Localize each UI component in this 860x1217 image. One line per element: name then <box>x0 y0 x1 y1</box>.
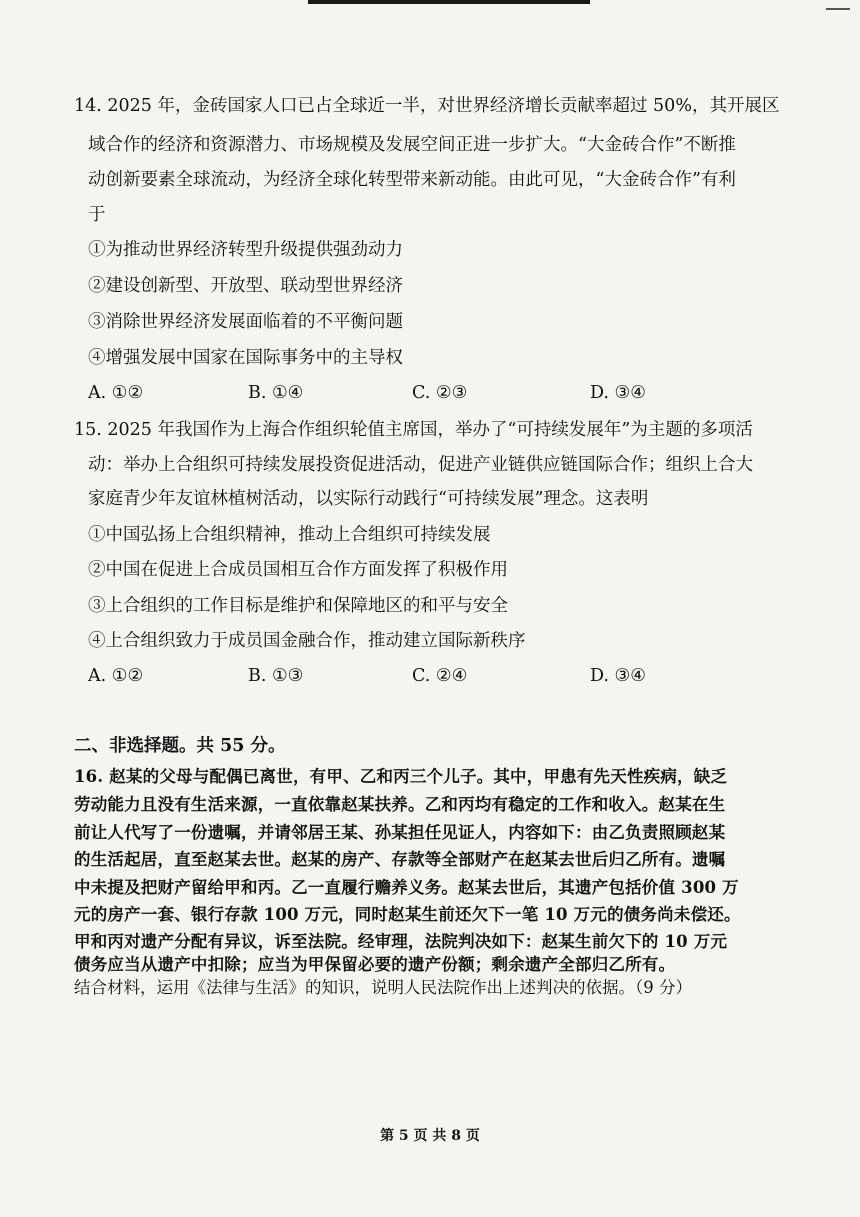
q15-choice-1: ①中国弘扬上合组织精神，推动上合组织可持续发展 <box>88 525 491 545</box>
q14-option-d: D. ③④ <box>590 383 646 403</box>
q16-question: 结合材料，运用《法律与生活》的知识，说明人民法院作出上述判决的依据。（9 分） <box>74 978 692 997</box>
q16-material-line: 中未提及把财产留给甲和丙。乙一直履行赡养义务。赵某去世后，其遗产包括价值 300 万 <box>74 878 739 897</box>
section-title: 二、非选择题。共 55 分。 <box>74 736 286 756</box>
q14-stem-line: 于 <box>88 205 106 225</box>
q14-stem-line: 域合作的经济和资源潜力、市场规模及发展空间正进一步扩大。“大金砖合作”不断推 <box>88 135 736 155</box>
q14-choice-3: ③消除世界经济发展面临着的不平衡问题 <box>88 312 403 332</box>
q15-stem-line: 15. 2025 年我国作为上海合作组织轮值主席国，举办了“可持续发展年”为主题的多项活 <box>74 420 753 440</box>
q16-material-line: 前让人代写了一份遗嘱，并请邻居王某、孙某担任见证人，内容如下：由乙负责照顾赵某 <box>74 823 726 842</box>
q14-choice-1: ①为推动世界经济转型升级提供强劲动力 <box>88 240 403 260</box>
q14-choice-2: ②建设创新型、开放型、联动型世界经济 <box>88 276 403 296</box>
q16-material-line: 16. 赵某的父母与配偶已离世，有甲、乙和丙三个儿子。其中，甲患有先天性疾病，缺乏 <box>74 767 728 786</box>
q15-choice-2: ②中国在促进上合成员国相互合作方面发挥了积极作用 <box>88 560 508 580</box>
top-scan-bar <box>308 0 590 4</box>
q14-option-c: C. ②③ <box>412 383 468 403</box>
q16-material-line: 甲和丙对遗产分配有异议，诉至法院。经审理，法院判决如下：赵某生前欠下的 10 万元 <box>74 932 728 951</box>
q14-option-a: A. ①② <box>88 383 144 403</box>
q14-option-b: B. ①④ <box>248 383 304 403</box>
q15-option-c: C. ②④ <box>412 666 468 686</box>
q16-material-line: 元的房产一套、银行存款 100 万元，同时赵某生前还欠下一笔 10 万元的债务尚未偿还。 <box>74 905 741 924</box>
q15-option-b: B. ①③ <box>248 666 304 686</box>
corner-mark <box>826 8 850 10</box>
q15-option-d: D. ③④ <box>590 666 646 686</box>
q15-option-a: A. ①② <box>88 666 144 686</box>
q15-stem-line: 家庭青少年友谊林植树活动，以实际行动践行“可持续发展”理念。这表明 <box>88 489 649 509</box>
q16-material-line: 劳动能力且没有生活来源，一直依靠赵某扶养。乙和丙均有稳定的工作和收入。赵某在生 <box>74 795 726 814</box>
q14-stem-line: 14. 2025 年，金砖国家人口已占全球近一半，对世界经济增长贡献率超过 50%，其开展区 <box>74 96 780 116</box>
q15-stem-line: 动：举办上合组织可持续发展投资促进活动，促进产业链供应链国际合作；组织上合大 <box>88 455 753 475</box>
q15-choice-3: ③上合组织的工作目标是维护和保障地区的和平与安全 <box>88 596 508 616</box>
page-footer: 第 5 页 共 8 页 <box>380 1128 480 1144</box>
q16-material-line: 债务应当从遗产中扣除；应当为甲保留必要的遗产份额；剩余遗产全部归乙所有。 <box>74 955 676 974</box>
q16-material-line: 的生活起居，直至赵某去世。赵某的房产、存款等全部财产在赵某去世后归乙所有。遗嘱 <box>74 850 726 869</box>
q14-stem-line: 动创新要素全球流动，为经济全球化转型带来新动能。由此可见，“大金砖合作”有利 <box>88 170 736 190</box>
q14-choice-4: ④增强发展中国家在国际事务中的主导权 <box>88 348 403 368</box>
q15-choice-4: ④上合组织致力于成员国金融合作，推动建立国际新秩序 <box>88 631 526 651</box>
